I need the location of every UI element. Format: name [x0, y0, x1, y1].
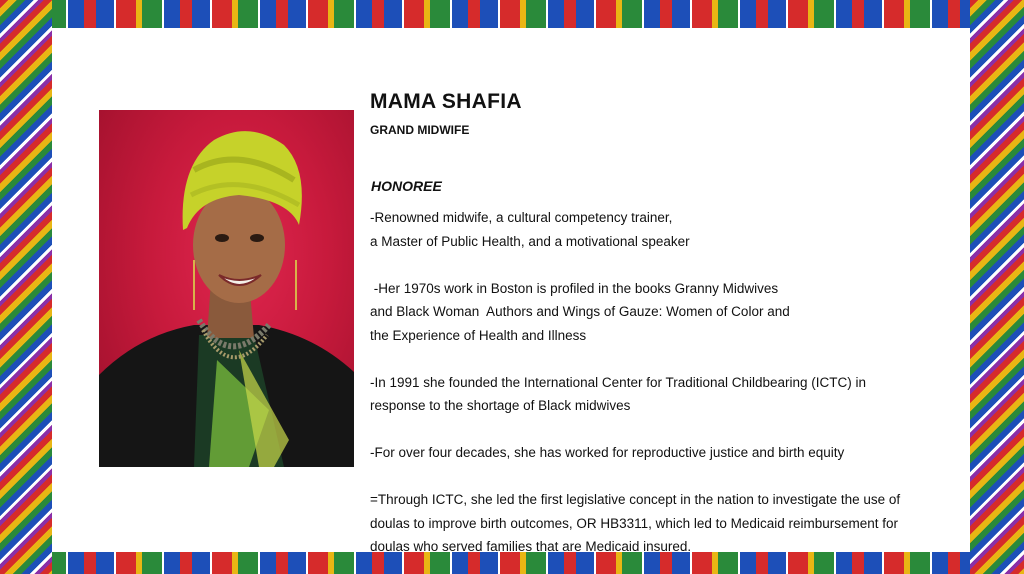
bio-line: doulas to improve birth outcomes, OR HB3311, which led to Medicaid reimbursement for	[370, 515, 898, 531]
honoree-name: MAMA SHAFIA	[370, 90, 522, 113]
bio-paragraph	[370, 488, 940, 552]
bio-line: -For over four decades, she has worked for reproductive justice and birth equity	[370, 445, 845, 460]
bio-line: =Through ICTC, she led the first legislative concept in the nation to investigate the use of	[370, 492, 901, 507]
bio-line: -Renowned midwife, a cultural competency trainer,	[370, 210, 673, 225]
kente-border-left	[0, 0, 52, 574]
bio-line: doulas who served families that are Medicaid insured.	[370, 539, 692, 552]
portrait-photo	[99, 110, 354, 467]
bio-line: -In 1991 she founded the International Center for Traditional Childbearing (ICTC) in	[370, 374, 867, 390]
bio-line: the Experience of Health and Illness	[370, 327, 587, 343]
slide-card	[52, 28, 970, 552]
bio-paragraph	[370, 441, 940, 465]
kente-border-top	[0, 0, 1024, 28]
bio-line: a Master of Public Health, and a motivational speaker	[370, 233, 690, 249]
bio-text	[370, 206, 940, 552]
bio-paragraph	[370, 277, 940, 348]
bio-paragraph	[370, 371, 940, 418]
portrait-illustration	[99, 110, 354, 467]
bio-line: and Black Woman Authors and Wings of Gauze: Women of Color and	[370, 304, 790, 319]
bio-line: -Her 1970s work in Boston is profiled in the books Granny Midwives	[370, 280, 779, 296]
kente-border-right	[970, 0, 1024, 574]
bio-line: response to the shortage of Black midwives	[370, 398, 631, 413]
bio-paragraph	[370, 206, 940, 253]
honoree-title: GRAND MIDWIFE	[370, 123, 470, 137]
kente-border-bottom	[0, 552, 1024, 574]
honoree-role: HONOREE	[371, 178, 442, 194]
